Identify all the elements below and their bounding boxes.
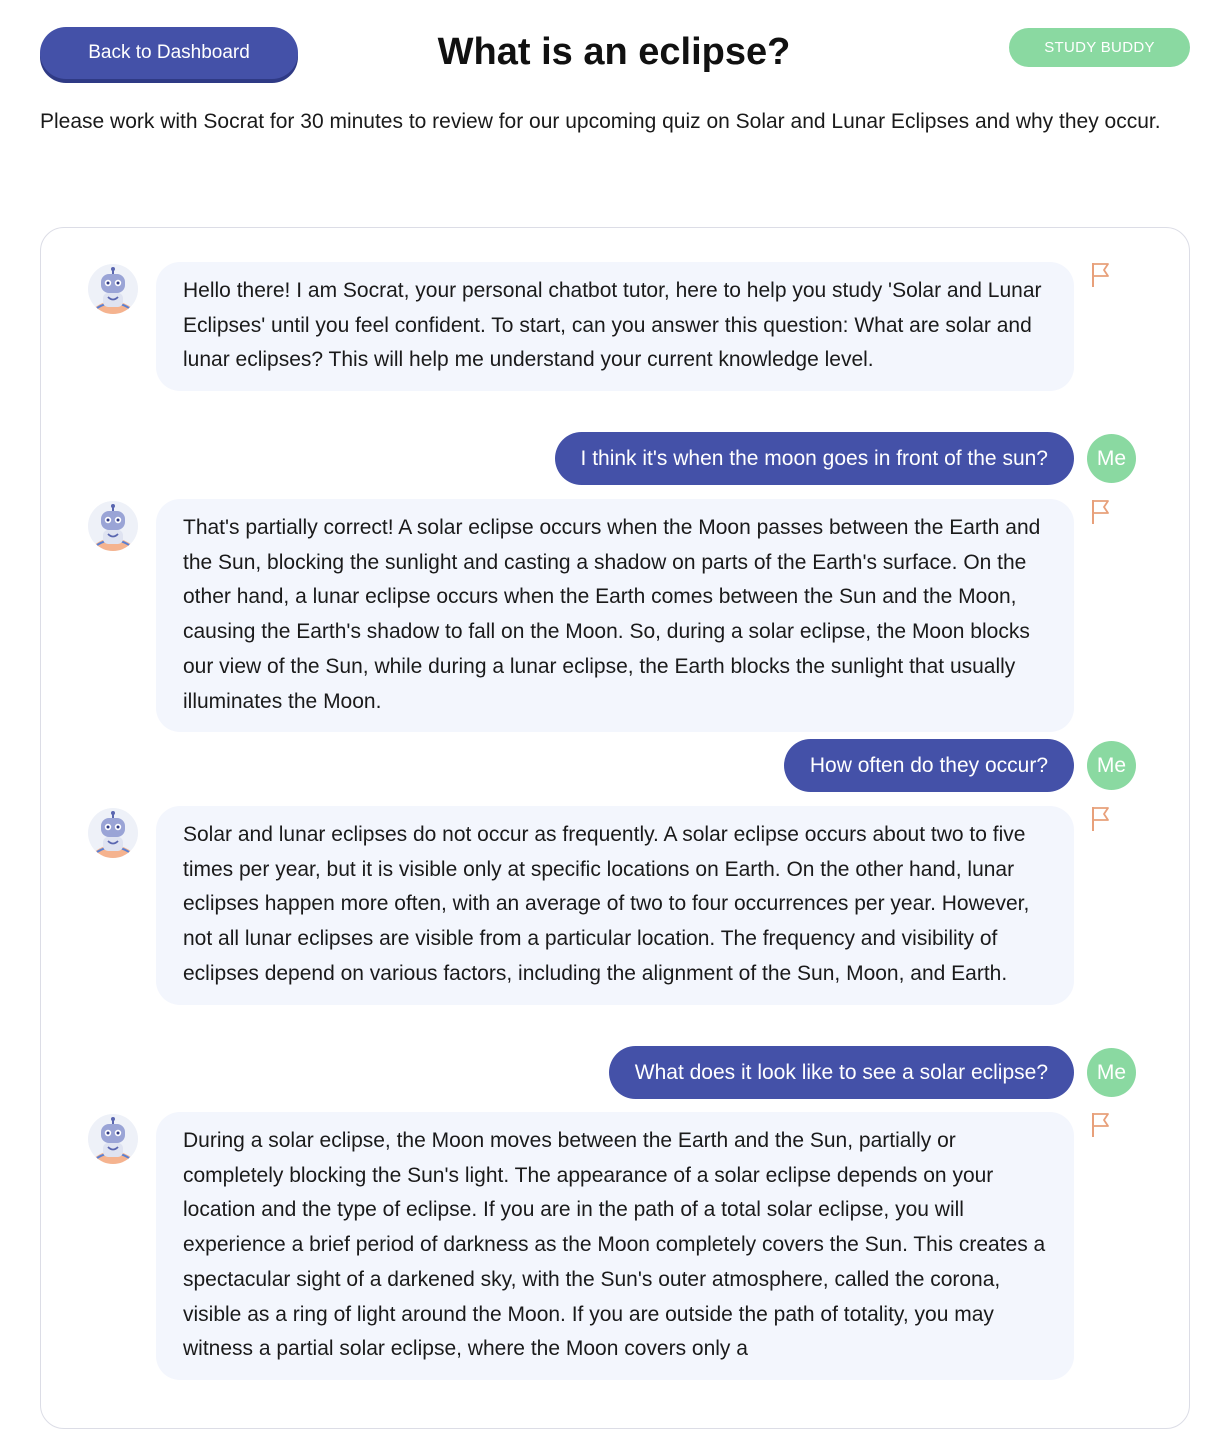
flag-message-button[interactable]	[1088, 1110, 1116, 1140]
user-message: How often do they occur?	[784, 739, 1074, 792]
socrat-avatar	[88, 1114, 138, 1164]
flag-icon	[1088, 260, 1116, 290]
socrat-avatar	[88, 808, 138, 858]
socrat-avatar	[88, 264, 138, 314]
robot-icon	[88, 264, 138, 314]
user-avatar: Me	[1087, 741, 1136, 790]
flag-message-button[interactable]	[1088, 497, 1116, 527]
back-to-dashboard-button[interactable]: Back to Dashboard	[40, 27, 298, 79]
user-avatar: Me	[1087, 1048, 1136, 1097]
bot-message: During a solar eclipse, the Moon moves between the Earth and the Sun, partially or completely blocking the Sun's light. The appearance of a solar eclipse depends on your location and the type of eclipse. If you are in the path of a total solar eclipse, you will experience a brief period of darkness as the Moon completely covers the Sun. This creates a spectacular sight of a darkened sky, with the Sun's outer atmosphere, called the corona, visible as a ring of light around the Moon. If you are outside the path of totality, you may witness a partial solar eclipse, where the Moon covers only a	[156, 1112, 1074, 1380]
study-buddy-badge: STUDY BUDDY	[1009, 28, 1190, 67]
robot-icon	[88, 808, 138, 858]
user-avatar: Me	[1087, 434, 1136, 483]
bot-message: Hello there! I am Socrat, your personal chatbot tutor, here to help you study 'Solar and Lunar Eclipses' until you feel confident. To start, can you answer this question: What are solar and lunar eclipses? This will help me understand your current knowledge level.	[156, 262, 1074, 391]
socrat-avatar	[88, 501, 138, 551]
user-message: What does it look like to see a solar eclipse?	[609, 1046, 1074, 1099]
user-message: I think it's when the moon goes in front of the sun?	[555, 432, 1074, 485]
flag-message-button[interactable]	[1088, 260, 1116, 290]
bot-message: That's partially correct! A solar eclipse occurs when the Moon passes between the Earth and the Sun, blocking the sunlight and casting a shadow on parts of the Earth's surface. On the other hand, a lunar eclipse occurs when the Earth comes between the Sun and the Moon, causing the Earth's shadow to fall on the Moon. So, during a solar eclipse, the Moon blocks our view of the Sun, while during a lunar eclipse, the Earth blocks the sunlight that usually illuminates the Moon.	[156, 499, 1074, 732]
assignment-instructions: Please work with Socrat for 30 minutes to review for our upcoming quiz on Solar and Lunar Eclipses and why they occur.	[40, 110, 1161, 133]
robot-icon	[88, 501, 138, 551]
flag-icon	[1088, 804, 1116, 834]
page-title: What is an eclipse?	[437, 31, 791, 73]
chat-panel	[40, 227, 1190, 1429]
flag-message-button[interactable]	[1088, 804, 1116, 834]
flag-icon	[1088, 497, 1116, 527]
robot-icon	[88, 1114, 138, 1164]
flag-icon	[1088, 1110, 1116, 1140]
bot-message: Solar and lunar eclipses do not occur as frequently. A solar eclipse occurs about two to five times per year, but it is visible only at specific locations on Earth. On the other hand, lunar eclipses happen more often, with an average of two to four occurrences per year. However, not all lunar eclipses are visible from a particular location. The frequency and visibility of eclipses depend on various factors, including the alignment of the Sun, Moon, and Earth.	[156, 806, 1074, 1005]
